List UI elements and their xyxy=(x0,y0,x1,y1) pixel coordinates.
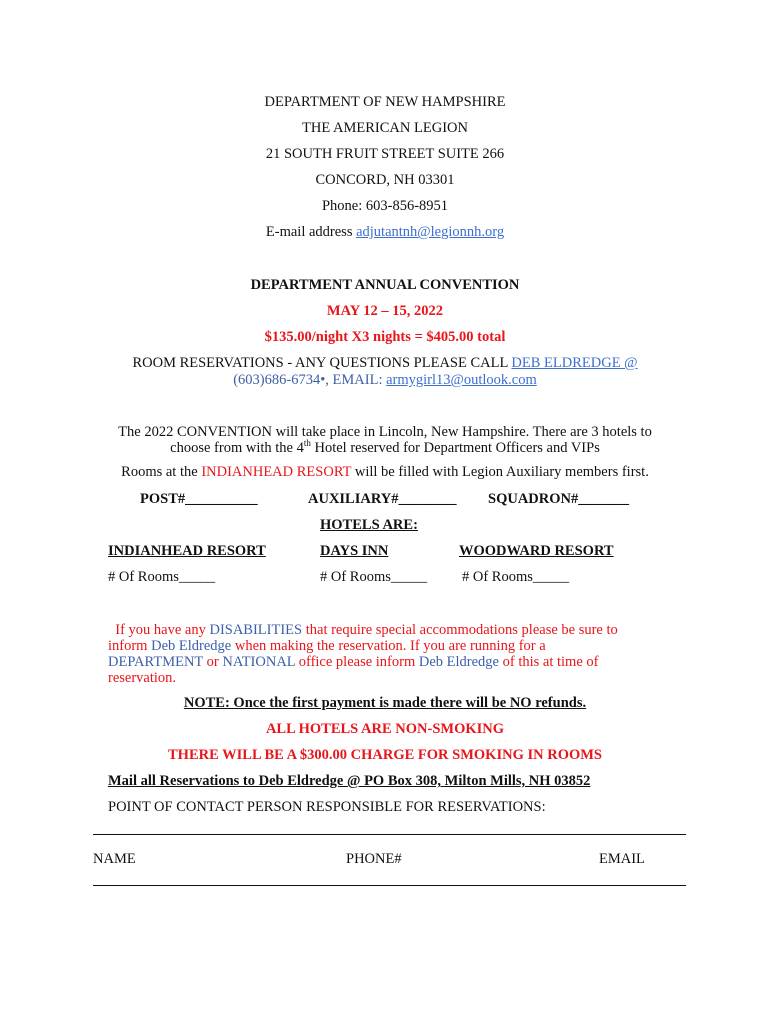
nonsmoking-note: ALL HOTELS ARE NON-SMOKING xyxy=(265,721,505,737)
org-address: 21 SOUTH FRUIT STREET SUITE 266 xyxy=(265,146,505,162)
disability-contact-2: Deb Eldredge xyxy=(418,654,499,670)
disability-line-3 xyxy=(108,654,598,671)
mail-instructions: Mail all Reservations to Deb Eldredge @ PO Box 308, Milton Mills, NH 03852 xyxy=(108,773,591,789)
disability-line-4: reservation. xyxy=(108,670,177,686)
disability-keyword: DISABILITIES xyxy=(209,622,303,638)
convention-dates: MAY 12 – 15, 2022 xyxy=(326,303,444,319)
rooms-prefix: Rooms at the xyxy=(121,464,202,480)
refund-note: NOTE: Once the first payment is made there will be NO refunds. xyxy=(183,695,587,711)
intro-line-2a: choose from with the 4 xyxy=(170,440,304,456)
hotel-indianhead-rooms[interactable]: # Of Rooms_____ xyxy=(108,569,216,585)
email-label: E-mail address xyxy=(265,224,357,240)
disability-text-5: or xyxy=(203,654,223,670)
contact-email-label-field: EMAIL xyxy=(599,851,645,867)
intro-line-2b: Hotel reserved for Department Officers and VIPs xyxy=(310,440,600,456)
hotel-woodward-name: WOODWARD RESORT xyxy=(459,543,614,559)
disability-text-4: when making the reservation. If you are running for a xyxy=(231,638,546,654)
disability-text-1: If you have any xyxy=(108,622,210,638)
hotel-daysinn-name: DAYS INN xyxy=(320,543,389,559)
intro-line-2 xyxy=(0,440,770,457)
disability-department: DEPARTMENT xyxy=(108,654,204,670)
rooms-note xyxy=(0,464,770,481)
convention-title: DEPARTMENT ANNUAL CONVENTION xyxy=(250,277,520,293)
questions-line xyxy=(0,355,770,372)
contact-email-link[interactable]: armygirl13@outlook.com xyxy=(386,372,537,388)
hotel-daysinn-rooms[interactable]: # Of Rooms_____ xyxy=(320,569,428,585)
questions-text: ROOM RESERVATIONS - ANY QUESTIONS PLEASE CALL xyxy=(132,355,512,371)
contact-phone-label: PHONE# xyxy=(346,851,402,867)
contact-name-link[interactable]: DEB ELDREDGE @ xyxy=(511,355,638,371)
contact-name-label: NAME xyxy=(93,851,136,867)
signature-line-top xyxy=(93,834,686,835)
email-link[interactable]: adjutantnh@legionnh.org xyxy=(356,224,505,240)
contact-phone: (603)686-6734• xyxy=(233,372,326,388)
intro-line-1: The 2022 CONVENTION will take place in Lincoln, New Hampshire. There are 3 hotels to xyxy=(118,424,652,440)
convention-price: $135.00/night X3 nights = $405.00 total xyxy=(264,329,506,345)
org-subname: THE AMERICAN LEGION xyxy=(302,120,468,136)
disability-text-2: that require special accommodations please be sure to xyxy=(302,622,618,638)
poc-heading: POINT OF CONTACT PERSON RESPONSIBLE FOR RESERVATIONS: xyxy=(108,799,546,815)
disability-text-3: inform xyxy=(108,638,152,654)
org-email-line xyxy=(0,224,770,241)
smoking-charge-note: THERE WILL BE A $300.00 CHARGE FOR SMOKING IN ROOMS xyxy=(168,747,602,763)
hotel-indianhead-name: INDIANHEAD RESORT xyxy=(108,543,266,559)
org-phone: Phone: 603-856-8951 xyxy=(321,198,449,214)
post-field[interactable]: POST#__________ xyxy=(140,491,258,507)
disability-line-1 xyxy=(108,622,618,639)
intro-superscript: th xyxy=(303,438,311,449)
contact-line xyxy=(0,372,770,389)
auxiliary-field[interactable]: AUXILIARY#________ xyxy=(308,491,457,507)
disability-line-2 xyxy=(108,638,546,655)
hotels-heading: HOTELS ARE: xyxy=(320,517,418,533)
rooms-resort: INDIANHEAD RESORT xyxy=(201,464,352,480)
disability-national: NATIONAL xyxy=(222,654,296,670)
disability-text-6: office please inform xyxy=(295,654,419,670)
rooms-suffix: will be filled with Legion Auxiliary members first. xyxy=(351,464,649,480)
hotel-woodward-rooms[interactable]: # Of Rooms_____ xyxy=(462,569,570,585)
contact-email-label: , EMAIL: xyxy=(325,372,387,388)
squadron-field[interactable]: SQUADRON#_______ xyxy=(488,491,629,507)
org-city: CONCORD, NH 03301 xyxy=(315,172,455,188)
org-name: DEPARTMENT OF NEW HAMPSHIRE xyxy=(264,94,506,110)
disability-contact-1: Deb Eldredge xyxy=(151,638,232,654)
disability-text-7: of this at time of xyxy=(499,654,599,670)
signature-line-bottom xyxy=(93,885,686,886)
